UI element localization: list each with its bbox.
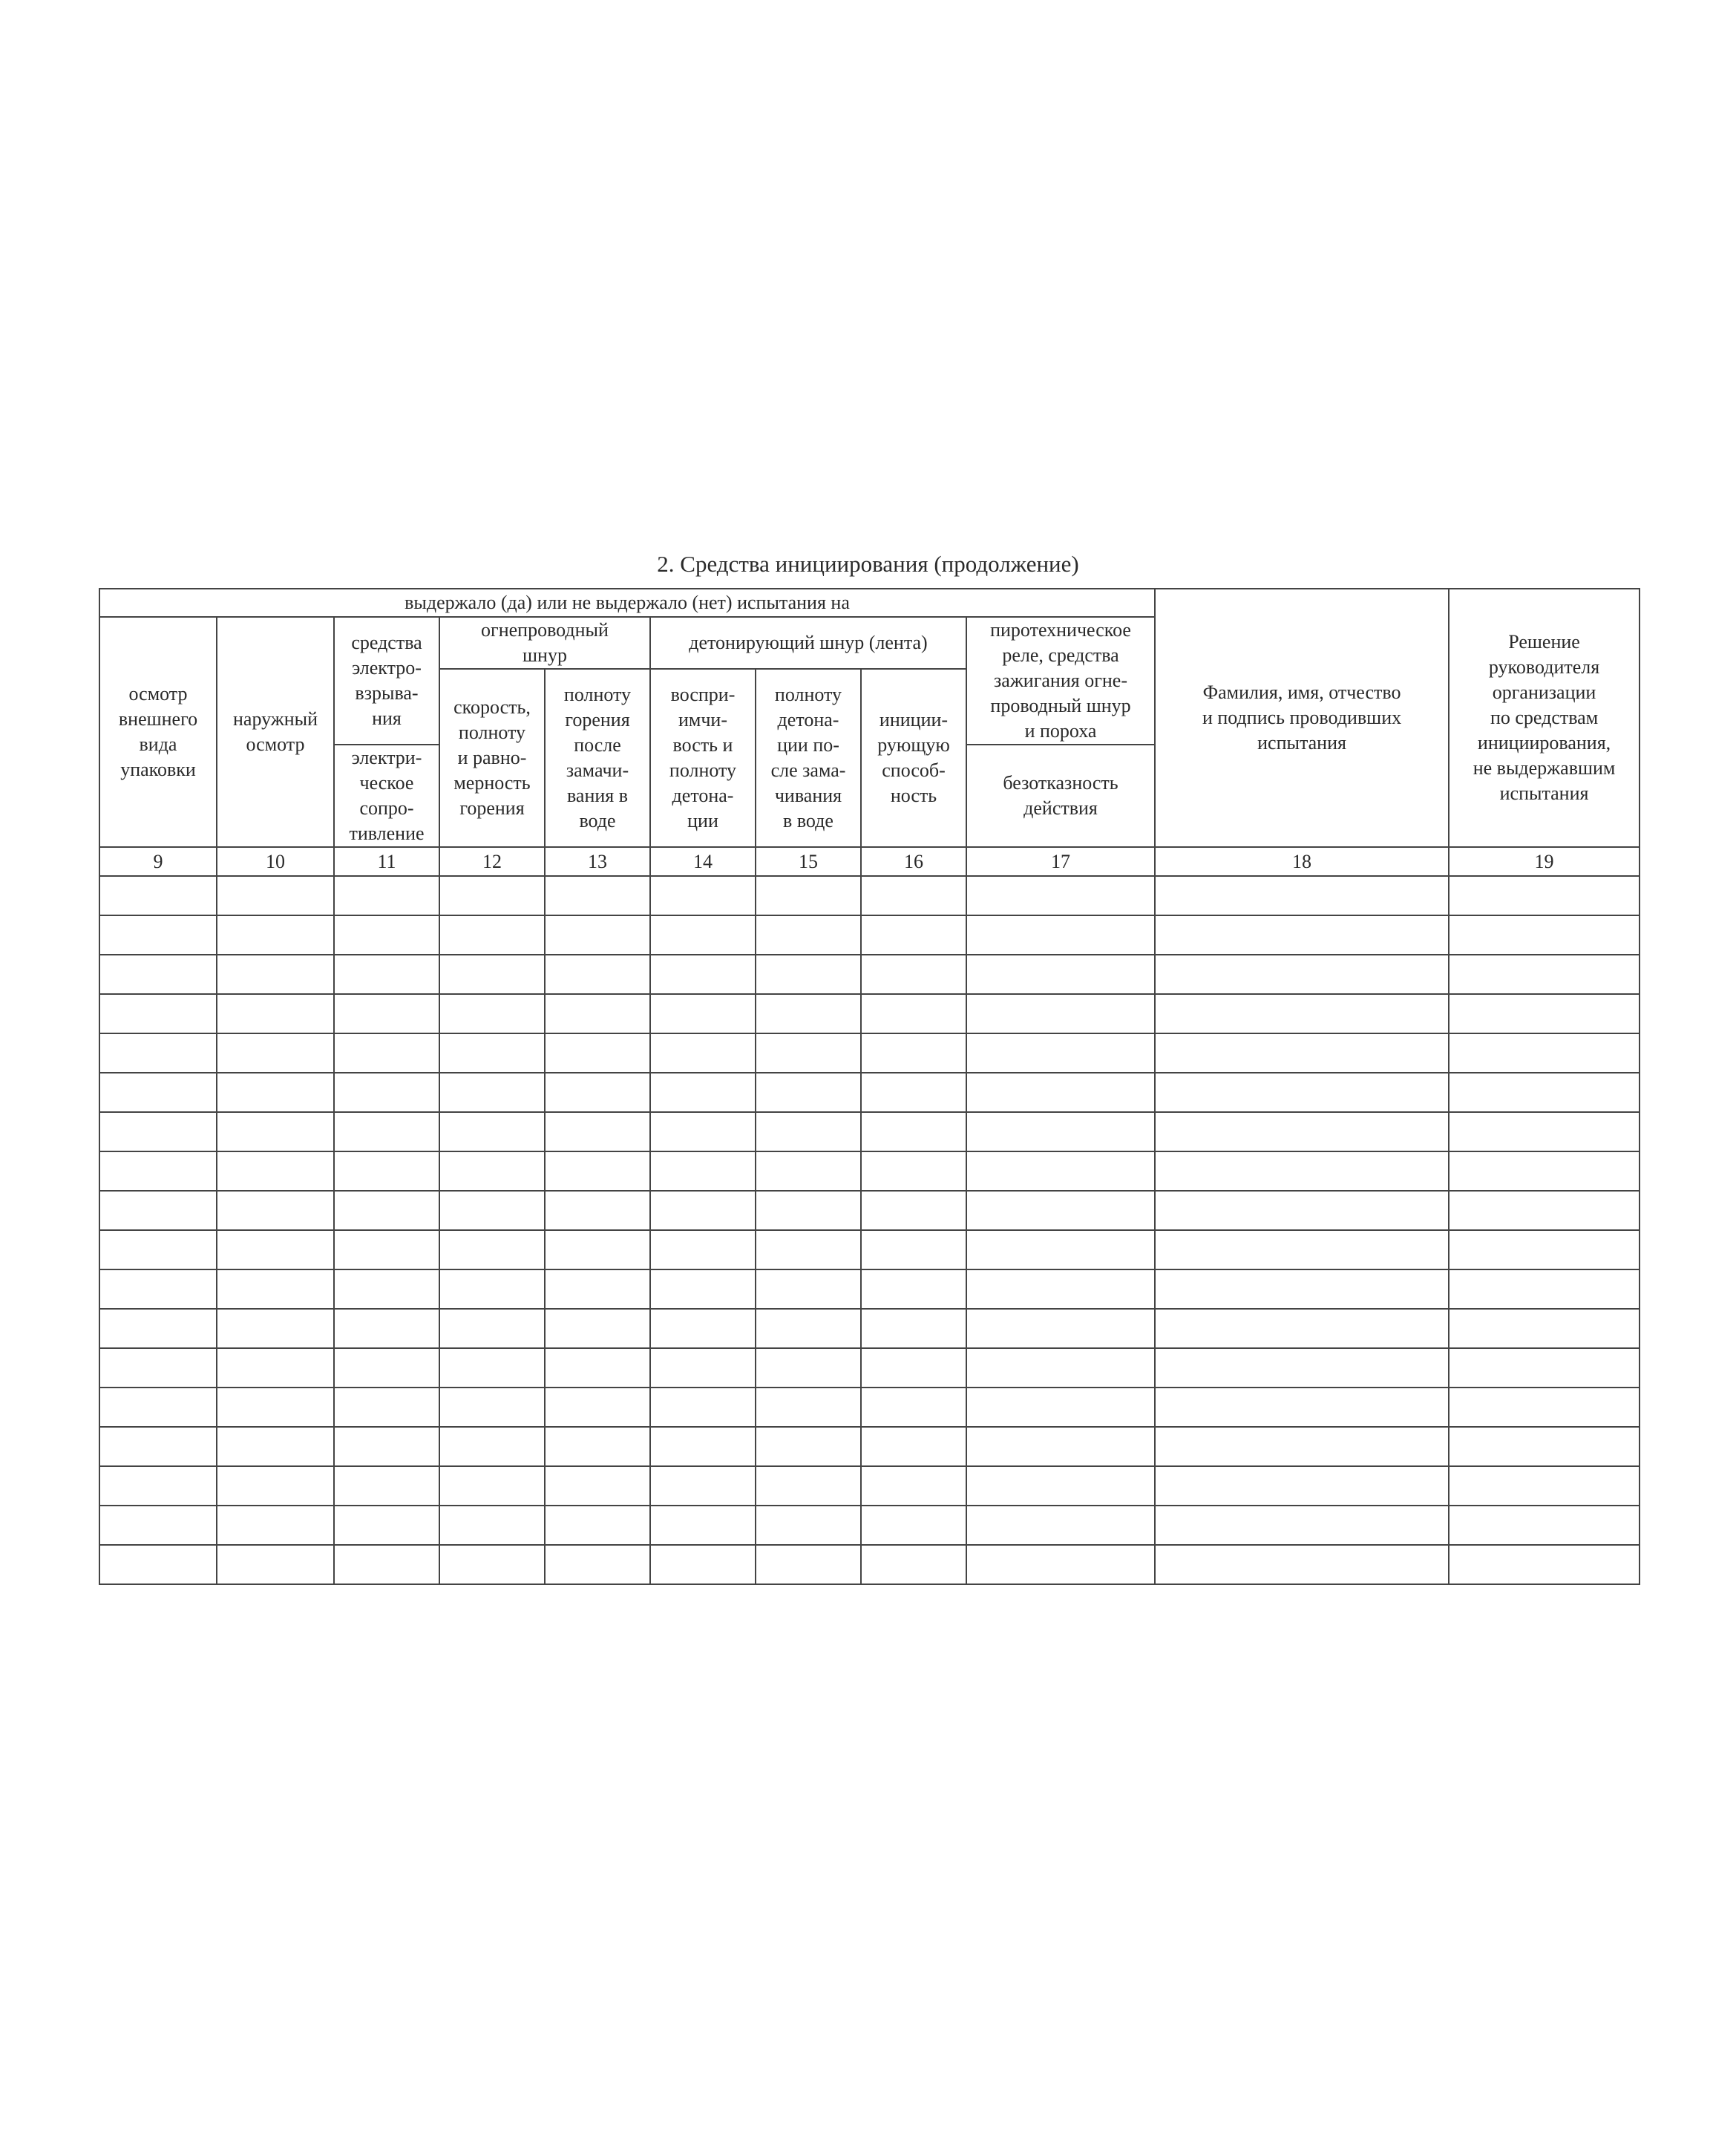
table-cell	[966, 1151, 1155, 1191]
table-cell	[650, 1151, 756, 1191]
column-number: 17	[966, 847, 1155, 876]
table-cell	[545, 1348, 650, 1388]
table-cell	[545, 994, 650, 1033]
table-cell	[545, 1073, 650, 1112]
table-cell	[99, 1230, 217, 1269]
table-cell	[861, 994, 966, 1033]
column-number: 18	[1155, 847, 1449, 876]
table-cell	[439, 1506, 545, 1545]
column-number: 13	[545, 847, 650, 876]
table-cell	[1449, 1151, 1640, 1191]
table-row	[99, 1466, 1640, 1506]
table-cell	[861, 1427, 966, 1466]
table-cell	[439, 1191, 545, 1230]
table-cell	[1449, 1033, 1640, 1073]
table-cell	[1155, 1033, 1449, 1073]
table-cell	[1449, 955, 1640, 994]
column-number: 12	[439, 847, 545, 876]
table-cell	[334, 1466, 439, 1506]
column-number: 11	[334, 847, 439, 876]
table-cell	[966, 1230, 1155, 1269]
table-cell	[756, 1033, 861, 1073]
table-cell	[217, 1073, 334, 1112]
table-cell	[966, 1506, 1155, 1545]
table-cell	[650, 1309, 756, 1348]
table-cell	[217, 1309, 334, 1348]
table-cell	[99, 876, 217, 915]
table-cell	[756, 994, 861, 1033]
table-cell	[650, 1191, 756, 1230]
table-cell	[439, 1112, 545, 1151]
table-cell	[334, 1309, 439, 1348]
table-cell	[756, 1388, 861, 1427]
table-cell	[1155, 1506, 1449, 1545]
table-cell	[650, 1427, 756, 1466]
header-col-19-manager-decision: Решение руководителя организации по средствам инициирования, не выдержавшим испытания	[1449, 589, 1640, 847]
table-cell	[1449, 915, 1640, 955]
table-cell	[545, 1427, 650, 1466]
table-cell	[756, 1073, 861, 1112]
table-cell	[861, 915, 966, 955]
table-cell	[966, 1348, 1155, 1388]
table-cell	[1449, 1112, 1640, 1151]
page-title	[0, 551, 1736, 578]
table-cell	[99, 1269, 217, 1309]
table-cell	[1449, 876, 1640, 915]
table-row	[99, 1427, 1640, 1466]
table-cell	[650, 1033, 756, 1073]
table-cell	[1155, 1545, 1449, 1584]
table-cell	[650, 1388, 756, 1427]
table-row	[99, 1388, 1640, 1427]
table-cell	[334, 1112, 439, 1151]
table-cell	[217, 915, 334, 955]
table-cell	[966, 876, 1155, 915]
table-cell	[99, 915, 217, 955]
table-cell	[650, 1348, 756, 1388]
table-cell	[439, 1545, 545, 1584]
table-cell	[1155, 1151, 1449, 1191]
header-group-fire-cord: огнепроводный шнур	[439, 617, 650, 669]
column-number: 9	[99, 847, 217, 876]
header-col-14-susceptibility: воспри- имчи- вость и полноту детона- ции	[650, 669, 756, 847]
table-cell	[966, 1545, 1155, 1584]
table-cell	[966, 1427, 1155, 1466]
table-cell	[1155, 955, 1449, 994]
table-cell	[334, 1388, 439, 1427]
column-number: 10	[217, 847, 334, 876]
column-number: 15	[756, 847, 861, 876]
title-subtitle: (продолжение)	[934, 551, 1079, 577]
header-col-16-initiating-ability: иниции- рующую способ- ность	[861, 669, 966, 847]
table-cell	[650, 1230, 756, 1269]
table-cell	[1449, 1388, 1640, 1427]
table-row	[99, 1033, 1640, 1073]
table-cell	[217, 1191, 334, 1230]
table-cell	[217, 1112, 334, 1151]
table-cell	[1155, 1230, 1449, 1269]
table-cell	[756, 1545, 861, 1584]
table-cell	[1449, 1269, 1640, 1309]
table-cell	[861, 1506, 966, 1545]
table-cell	[99, 1309, 217, 1348]
table-cell	[545, 1309, 650, 1348]
table-cell	[861, 1191, 966, 1230]
table-cell	[439, 1466, 545, 1506]
table-cell	[334, 876, 439, 915]
table-cell	[545, 915, 650, 955]
table-row	[99, 1073, 1640, 1112]
table-cell	[545, 1269, 650, 1309]
table-cell	[966, 915, 1155, 955]
table-row	[99, 1506, 1640, 1545]
table-cell	[861, 1545, 966, 1584]
table-cell	[217, 1269, 334, 1309]
table-cell	[545, 1466, 650, 1506]
table-cell	[439, 876, 545, 915]
table-cell	[756, 1506, 861, 1545]
table-cell	[756, 915, 861, 955]
table-cell	[439, 1269, 545, 1309]
table-cell	[217, 1466, 334, 1506]
table-cell	[756, 1348, 861, 1388]
table-cell	[99, 1191, 217, 1230]
table-cell	[439, 1348, 545, 1388]
table-cell	[861, 1033, 966, 1073]
table-cell	[756, 1309, 861, 1348]
table-cell	[439, 1073, 545, 1112]
table-cell	[545, 1033, 650, 1073]
header-col-10-external-inspection: наружный осмотр	[217, 617, 334, 847]
table-cell	[545, 1506, 650, 1545]
table-cell	[861, 1348, 966, 1388]
table-cell	[756, 1427, 861, 1466]
table-cell	[217, 1151, 334, 1191]
table-cell	[861, 1073, 966, 1112]
table-cell	[217, 1230, 334, 1269]
table-cell	[1449, 1506, 1640, 1545]
table-cell	[650, 876, 756, 915]
table-row	[99, 1545, 1640, 1584]
table-cell	[99, 1545, 217, 1584]
table-cell	[966, 955, 1155, 994]
table-cell	[966, 994, 1155, 1033]
table-cell	[334, 1348, 439, 1388]
table-cell	[334, 1191, 439, 1230]
table-row	[99, 1309, 1640, 1348]
table-cell	[1449, 994, 1640, 1033]
table-cell	[99, 1427, 217, 1466]
table-cell	[217, 1033, 334, 1073]
table-cell	[334, 994, 439, 1033]
table-cell	[861, 876, 966, 915]
table-cell	[1155, 876, 1449, 915]
table-cell	[1155, 1191, 1449, 1230]
table-row	[99, 876, 1640, 915]
table-cell	[756, 1466, 861, 1506]
table-cell	[217, 1545, 334, 1584]
table-cell	[439, 955, 545, 994]
title-main: 2. Средства инициирования	[657, 551, 928, 577]
table-cell	[439, 1230, 545, 1269]
table-cell	[966, 1033, 1155, 1073]
table-cell	[1449, 1348, 1640, 1388]
table-cell	[861, 1269, 966, 1309]
table-cell	[99, 1073, 217, 1112]
header-group-electro-blasting: средства электро- взрыва- ния	[334, 617, 439, 745]
table-cell	[545, 1230, 650, 1269]
table-cell	[1155, 1388, 1449, 1427]
header-group-detonating-cord: детонирующий шнур (лента)	[650, 617, 966, 669]
table-cell	[756, 955, 861, 994]
table-cell	[1449, 1073, 1640, 1112]
table-cell	[650, 1073, 756, 1112]
table-cell	[650, 994, 756, 1033]
table-cell	[439, 915, 545, 955]
header-col-15-detonation-after-soaking: полноту детона- ции по- сле зама- чивания в воде	[756, 669, 861, 847]
table-cell	[650, 1545, 756, 1584]
table-cell	[545, 955, 650, 994]
table-cell	[966, 1388, 1155, 1427]
table-cell	[861, 1309, 966, 1348]
table-cell	[334, 1073, 439, 1112]
table-cell	[439, 1151, 545, 1191]
table-cell	[1155, 915, 1449, 955]
header-col-18-tester-name: Фамилия, имя, отчество и подпись проводивших испытания	[1155, 589, 1449, 847]
table-cell	[966, 1269, 1155, 1309]
table-cell	[439, 1033, 545, 1073]
table-cell	[217, 1388, 334, 1427]
header-col-17-reliability: безотказность действия	[966, 745, 1155, 847]
table-cell	[966, 1112, 1155, 1151]
table-cell	[99, 1466, 217, 1506]
table-cell	[217, 994, 334, 1033]
table-cell	[756, 1269, 861, 1309]
table-cell	[99, 1033, 217, 1073]
table-cell	[334, 1230, 439, 1269]
table-cell	[217, 1506, 334, 1545]
table-cell	[1155, 1348, 1449, 1388]
table-cell	[334, 955, 439, 994]
table-row	[99, 915, 1640, 955]
table-cell	[99, 1348, 217, 1388]
table-cell	[545, 1112, 650, 1151]
column-number: 16	[861, 847, 966, 876]
table-cell	[966, 1309, 1155, 1348]
table-cell	[861, 1151, 966, 1191]
table-cell	[334, 1427, 439, 1466]
table-cell	[1155, 1466, 1449, 1506]
table-cell	[1449, 1230, 1640, 1269]
table-cell	[334, 1545, 439, 1584]
table-cell	[439, 994, 545, 1033]
table-cell	[756, 1230, 861, 1269]
table-cell	[334, 1033, 439, 1073]
header-col-9-package-inspection: осмотр внешнего вида упаковки	[99, 617, 217, 847]
table-row	[99, 1191, 1640, 1230]
table-cell	[861, 1112, 966, 1151]
table-cell	[439, 1309, 545, 1348]
table-cell	[1449, 1466, 1640, 1506]
table-cell	[966, 1191, 1155, 1230]
table-cell	[756, 1191, 861, 1230]
header-col-11-electrical-resistance: электри- ческое сопро- тивление	[334, 745, 439, 847]
table-row	[99, 1151, 1640, 1191]
table-cell	[1449, 1545, 1640, 1584]
table-cell	[966, 1073, 1155, 1112]
table-cell	[861, 1466, 966, 1506]
table-cell	[334, 1506, 439, 1545]
table-cell	[439, 1427, 545, 1466]
table-cell	[650, 915, 756, 955]
table-cell	[99, 1112, 217, 1151]
header-group-pyrotechnic: пиротехническое реле, средства зажигания огне- проводный шнур и пороха	[966, 617, 1155, 745]
table-cell	[99, 1506, 217, 1545]
table-row	[99, 994, 1640, 1033]
table-cell	[1449, 1309, 1640, 1348]
column-number: 19	[1449, 847, 1640, 876]
table-cell	[756, 876, 861, 915]
table-cell	[545, 1388, 650, 1427]
blank-entry-rows	[99, 876, 1640, 1584]
table-cell	[334, 1151, 439, 1191]
table-cell	[650, 955, 756, 994]
table-cell	[545, 1545, 650, 1584]
table-cell	[1449, 1191, 1640, 1230]
table-cell	[650, 1112, 756, 1151]
table-cell	[1155, 994, 1449, 1033]
header-col-13-burn-after-soaking: полноту горения после замачи- вания в воде	[545, 669, 650, 847]
table-cell	[1155, 1112, 1449, 1151]
table-cell	[1449, 1427, 1640, 1466]
table-cell	[334, 915, 439, 955]
header-col-12-burn-speed: скорость, полноту и равно- мерность горения	[439, 669, 545, 847]
column-number-row	[99, 847, 1640, 876]
table-cell	[99, 1388, 217, 1427]
table-row	[99, 1112, 1640, 1151]
table-cell	[1155, 1427, 1449, 1466]
table-cell	[861, 1230, 966, 1269]
table-cell	[1155, 1309, 1449, 1348]
table-cell	[756, 1151, 861, 1191]
table-row	[99, 955, 1640, 994]
initiation-means-table	[99, 588, 1640, 1585]
table-cell	[217, 1427, 334, 1466]
table-cell	[650, 1269, 756, 1309]
table-cell	[99, 1151, 217, 1191]
table-row	[99, 1348, 1640, 1388]
table-cell	[217, 876, 334, 915]
table-cell	[217, 1348, 334, 1388]
table-cell	[966, 1466, 1155, 1506]
column-number: 14	[650, 847, 756, 876]
table-cell	[650, 1506, 756, 1545]
table-cell	[861, 955, 966, 994]
table-cell	[1155, 1073, 1449, 1112]
table-cell	[334, 1269, 439, 1309]
table-cell	[545, 1191, 650, 1230]
table-cell	[99, 955, 217, 994]
table-row	[99, 1269, 1640, 1309]
table-row	[99, 1230, 1640, 1269]
table-cell	[861, 1388, 966, 1427]
table-cell	[217, 955, 334, 994]
header-tests-passed: выдержало (да) или не выдержало (нет) испытания на	[99, 589, 1155, 617]
table-cell	[439, 1388, 545, 1427]
table-cell	[545, 1151, 650, 1191]
table-cell	[99, 994, 217, 1033]
table-cell	[545, 876, 650, 915]
table-cell	[756, 1112, 861, 1151]
table-cell	[1155, 1269, 1449, 1309]
table-cell	[650, 1466, 756, 1506]
